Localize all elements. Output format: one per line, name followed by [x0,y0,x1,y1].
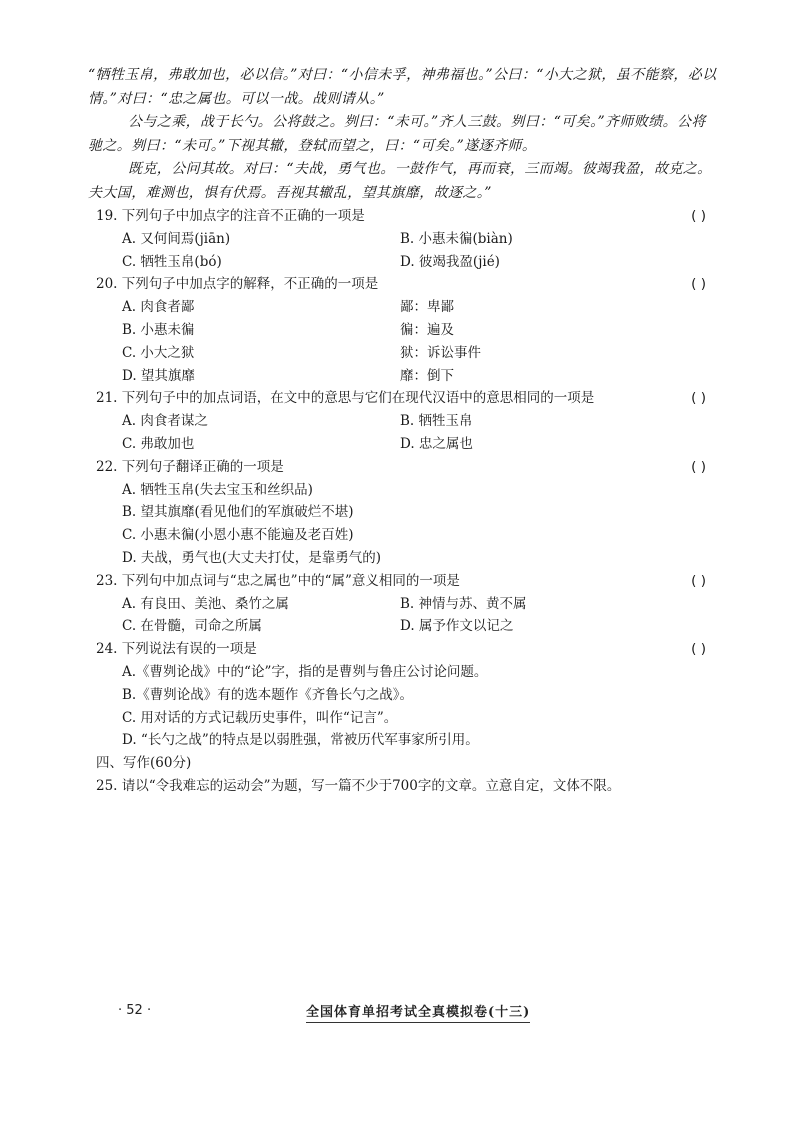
option-22-c: C. 小惠未徧(小恩小惠不能遍及老百姓) [122,527,354,544]
option-19-d: D. 彼竭我盈(jié) [400,253,500,270]
option-20-d-note: 靡：倒下 [400,367,454,384]
question-23 [96,570,706,638]
section-writing-heading: 四、写作(60分) [96,755,192,772]
passage-text [88,64,720,205]
option-23-b: B. 神情与苏、黄不属 [400,595,527,612]
option-22-b: B. 望其旗靡(看见他们的军旗破烂不堪) [122,504,354,521]
option-21-a: A. 肉食者谋之 [122,413,208,430]
option-23-a: A. 有良田、美池、桑竹之属 [122,595,289,612]
section-writing [96,752,706,798]
footer-title: 全国体育单招考试全真模拟卷(十三) [306,1001,530,1023]
option-23-c: C. 在骨髓，司命之所属 [122,618,262,635]
option-24-b: B.《曹刿论战》有的选本题作《齐鲁长勺之战》。 [122,686,413,703]
page-number: · 52 · [118,1003,152,1018]
passage-line-2: 公与之乘，战于长勺。公将鼓之。刿曰：“未可。”齐人三鼓。刿曰：“可矣。”齐师败绩。公将驰之。刿曰：“未可。”下视其辙，登轼而望之，曰：“可矣。”遂逐齐师。 [88,114,706,154]
question-19-stem: 19. 下列句子中加点字的注音不正确的一项是 [96,208,365,224]
answer-paren-23: ( ) [691,572,706,589]
option-19-a: A. 又何间焉(jiān) [122,230,231,247]
answer-paren-21: ( ) [691,390,706,407]
option-20-b: B. 小惠未徧 [122,321,195,338]
option-20-a-note: 鄙：卑鄙 [400,299,454,316]
question-24 [96,638,706,752]
question-22-stem: 22. 下列句子翻译正确的一项是 [96,458,284,475]
question-25-prompt: 25. 请以“令我难忘的运动会”为题，写一篇不少于700字的文章。立意自定，文体不限。 [96,777,621,794]
option-24-c: C. 用对话的方式记载历史事件，叫作“记言”。 [122,709,398,726]
question-21-stem: 21. 下列句子中的加点词语，在文中的意思与它们在现代汉语中的意思相同的一项是 [96,390,595,407]
option-22-a: A. 牺牲玉帛(失去宝玉和丝织品) [122,481,313,498]
answer-paren-22: ( ) [691,458,706,475]
option-20-d: D. 望其旗靡 [122,367,195,384]
answer-paren-20: ( ) [691,276,706,293]
question-20-stem: 20. 下列句子中加点字的解释，不正确的一项是 [96,276,379,293]
answer-paren-24: ( ) [691,641,706,658]
option-21-b: B. 牺牲玉帛 [400,413,473,430]
question-20 [96,273,706,387]
option-20-c-note: 狱：诉讼事件 [400,344,481,361]
question-19 [96,205,706,273]
passage-line-3: 既克，公问其故。对曰：“夫战，勇气也。一鼓作气，再而衰，三而竭。彼竭我盈，故克之。夫大国，难测也，惧有伏焉。吾视其辙乱，望其旗靡，故逐之。” [88,161,712,201]
question-22 [96,456,706,570]
option-22-d: D. 夫战，勇气也(大丈夫打仗，是靠勇气的) [122,549,381,566]
question-21 [96,387,706,455]
option-23-d: D. 属予作文以记之 [400,618,514,635]
question-23-stem: 23. 下列句中加点词与“忠之属也”中的“属”意义相同的一项是 [96,572,460,589]
question-24-stem: 24. 下列说法有误的一项是 [96,641,257,658]
option-21-d: D. 忠之属也 [400,435,473,452]
option-19-c: C. 牺牲玉帛(bó) [122,253,222,270]
option-24-a: A.《曹刿论战》中的“论”字，指的是曹刿与鲁庄公讨论问题。 [122,663,488,680]
option-20-a: A. 肉食者鄙 [122,299,195,316]
option-21-c: C. 弗敢加也 [122,435,195,452]
option-20-b-note: 徧：遍及 [400,321,454,338]
question-list [96,205,706,798]
answer-paren-19: ( ) [691,208,706,224]
option-20-c: C. 小大之狱 [122,344,195,361]
passage-line-1: “牺牲玉帛，弗敢加也，必以信。”对曰：“小信未孚，神弗福也。”公曰：“小大之狱，虽不能察，必以情。”对曰：“忠之属也。可以一战。战则请从。” [88,67,717,107]
option-24-d: D. “长勺之战”的特点是以弱胜强，常被历代军事家所引用。 [122,732,479,749]
option-19-b: B. 小惠未徧(biàn) [400,230,513,247]
